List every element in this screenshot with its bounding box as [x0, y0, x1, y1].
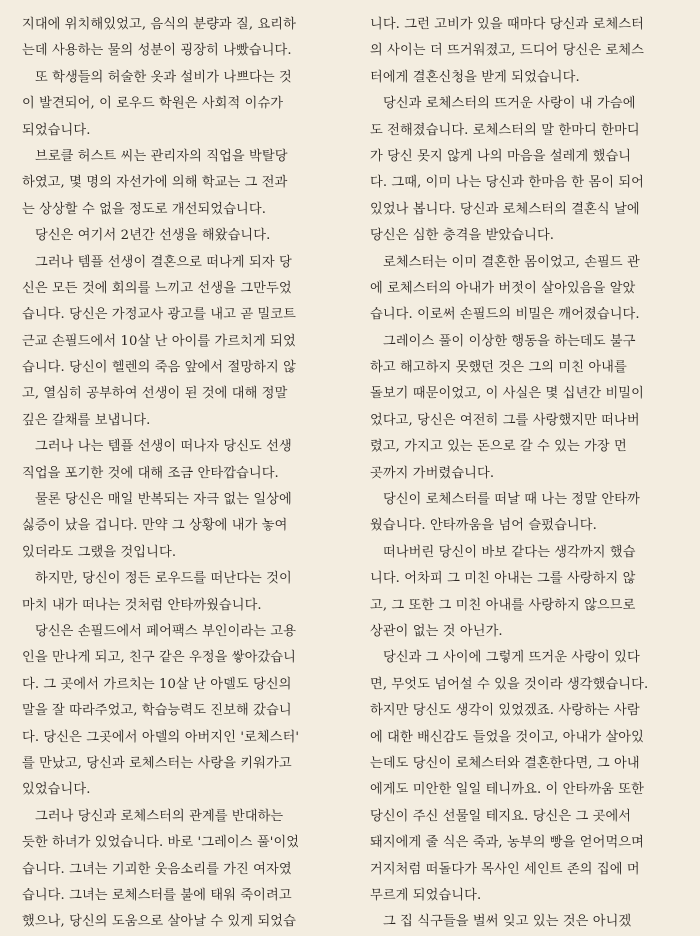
text-line: 지대에 위치해있었고, 음식의 분량과 질, 요리하 — [22, 17, 296, 32]
text-line: 상관이 없는 것 아닌가. — [370, 623, 503, 639]
text-line: 당신은 심한 충격을 받았습니다. — [370, 228, 555, 244]
text-line: 다. 당신은 그곳에서 아델의 아버지인 '로체스터' — [22, 729, 300, 745]
text-line: 그레이스 풀이 이상한 행동을 하는데도 불구 — [383, 333, 636, 349]
text-line: 곳까지 가버렸습니다. — [370, 465, 495, 481]
text-line: 말을 잘 따라주었고, 학습능력도 진보해 갔습니 — [22, 703, 292, 719]
text-line: 습니다. 당신은 가정교사 광고를 내고 곧 밀코트 — [22, 307, 296, 323]
text-line: 브로클 허스트 씨는 관리자의 직업을 박탈당 — [35, 148, 288, 164]
text-line: 하지만, 당신이 정든 로우드를 떠난다는 것이 — [35, 571, 292, 587]
text-line: 돌보기 때문이었고, 이 사실은 몇 십년간 비밀이 — [370, 386, 644, 402]
text-line: 떠나버린 당신이 바보 같다는 생각까지 했습 — [383, 544, 636, 560]
text-line: 의 사이는 더 뜨거워졌고, 드디어 당신은 로체스 — [370, 43, 644, 59]
text-line: 고, 열심히 공부하여 선생이 된 것에 대해 정말 — [22, 386, 288, 402]
text-line: 있었나 봅니다. 당신과 로체스터의 결혼식 날에 — [370, 201, 640, 217]
text-line: 당신이 로체스터를 떠날 때 나는 정말 안타까 — [383, 492, 640, 508]
text-line: 로체스터는 이미 결혼한 몸이었고, 손필드 관 — [383, 254, 640, 270]
text-line: 인을 만나게 되고, 친구 같은 우정을 쌓아갔습니 — [22, 650, 296, 666]
text-line: 고, 그 또한 그 미친 아내를 사랑하지 않으므로 — [370, 597, 636, 613]
text-line: 습니다. 그녀는 로체스터를 불에 태워 죽이려고 — [22, 887, 292, 903]
text-line: 면, 무엇도 넘어설 수 있을 것이라 생각했습니다. — [370, 676, 649, 692]
text-line: 직업을 포기한 것에 대해 조금 안타깝습니다. — [22, 465, 279, 481]
text-line: 도 전해졌습니다. 로체스터의 말 한마디 한마디 — [370, 122, 640, 138]
text-line: 신은 모든 것에 회의를 느끼고 선생을 그만두었 — [22, 280, 292, 296]
text-line: 있었습니다. — [22, 782, 91, 798]
text-line: 웠습니다. 안타까움을 넘어 슬펐습니다. — [370, 518, 597, 534]
text-line: 당신이 주신 선물일 테지요. 당신은 그 곳에서 — [370, 808, 632, 824]
text-line: 물론 당신은 매일 반복되는 자극 없는 일상에 — [35, 492, 292, 508]
text-line: 에게도 미안한 일일 테니까요. 이 안타까움 또한 — [370, 782, 644, 798]
text-line: 당신은 여기서 2년간 선생을 해왔습니다. — [35, 228, 271, 244]
text-line: 싫증이 났을 겁니다. 만약 그 상황에 내가 놓여 — [22, 518, 288, 534]
text-line: 터에게 결혼신청을 받게 되었습니다. — [370, 69, 580, 85]
text-line: 했으나, 당신의 도움으로 살아날 수 있게 되었습 — [22, 914, 296, 930]
text-line: 다. 그 곳에서 가르치는 10살 난 아델도 당신의 — [22, 676, 292, 692]
text-line: 다. 그때, 이미 나는 당신과 한마음 한 몸이 되어 — [370, 175, 645, 191]
text-line: 었다고, 당신은 여전히 그를 사랑했지만 떠나버 — [370, 412, 640, 428]
text-line: 하였고, 몇 명의 자선가에 의해 학교는 그 전과 — [22, 175, 288, 191]
left-column — [22, 12, 358, 936]
text-line: 하고 해고하지 못했던 것은 그의 미친 아내를 — [370, 360, 627, 376]
text-line: 마치 내가 떠나는 것처럼 안타까웠습니다. — [22, 597, 262, 613]
text-line: 그러나 당신과 로체스터의 관계를 반대하는 — [35, 808, 284, 824]
text-line: 는데 사용하는 물의 성분이 굉장히 나빴습니다. — [22, 43, 292, 59]
text-line: 습니다. 이로써 손필드의 비밀은 깨어졌습니다. — [370, 307, 640, 323]
text-line: 또 학생들의 허술한 옷과 설비가 나쁘다는 것 — [35, 69, 292, 85]
text-line: 를 만났고, 당신과 로체스터는 사랑을 키워가고 — [22, 755, 292, 771]
text-line: 하지만 당신도 생각이 있었겠죠. 사랑하는 사람 — [370, 703, 640, 719]
text-line: 무르게 되었습니다. — [370, 887, 482, 903]
text-line: 습니다. 그녀는 기괴한 웃음소리를 가진 여자였 — [22, 861, 292, 877]
text-line: 이 발견되어, 이 로우드 학원은 사회적 이슈가 — [22, 96, 284, 112]
text-line: 되었습니다. — [22, 122, 91, 138]
text-line: 근교 손필드에서 10살 난 아이를 가르치게 되었 — [22, 333, 296, 349]
text-line: 니다. 어차피 그 미친 아내는 그를 사랑하지 않 — [370, 571, 636, 587]
text-line: 당신은 손필드에서 페어팩스 부인이라는 고용 — [35, 623, 297, 639]
text-line: 그러나 템플 선생이 결혼으로 떠나게 되자 당 — [35, 254, 292, 270]
text-line: 그 집 식구들을 벌써 잊고 있는 것은 아니겠 — [383, 914, 632, 930]
text-line: 습니다. 당신이 헬렌의 죽음 앞에서 절망하지 않 — [22, 360, 296, 376]
text-line: 돼지에게 줄 식은 죽과, 농부의 빵을 얻어먹으며 — [370, 835, 644, 851]
text-line: 거지처럼 떠돌다가 목사인 세인트 존의 집에 머 — [370, 861, 640, 877]
right-column — [370, 12, 700, 936]
text-line: 에 로체스터의 아내가 버젓이 살아있음을 알았 — [370, 280, 636, 296]
text-line: 그러나 나는 템플 선생이 떠나자 당신도 선생 — [35, 439, 292, 455]
text-line: 당신과 로체스터의 뜨거운 사랑이 내 가슴에 — [383, 96, 636, 112]
text-line: 는데도 당신이 로체스터와 결혼한다면, 그 아내 — [370, 755, 640, 771]
text-line: 는 상상할 수 없을 정도로 개선되었습니다. — [22, 201, 267, 217]
text-line: 당신과 그 사이에 그렇게 뜨거운 사랑이 있다 — [383, 650, 640, 666]
text-line: 렸고, 가지고 있는 돈으로 갈 수 있는 가장 먼 — [370, 439, 627, 455]
text-line: 에 대한 배신감도 들었을 것이고, 아내가 살아있 — [370, 729, 644, 745]
text-line: 있더라도 그랬을 것입니다. — [22, 544, 177, 560]
text-line: 듯한 하녀가 있었습니다. 바로 '그레이스 풀'이었 — [22, 835, 300, 851]
text-line: 가 당신 못지 않게 나의 마음을 설레게 했습니 — [370, 148, 632, 164]
text-line: 깊은 갈채를 보냅니다. — [22, 412, 151, 428]
text-line: 니다. 그런 고비가 있을 때마다 당신과 로체스터 — [370, 17, 644, 32]
